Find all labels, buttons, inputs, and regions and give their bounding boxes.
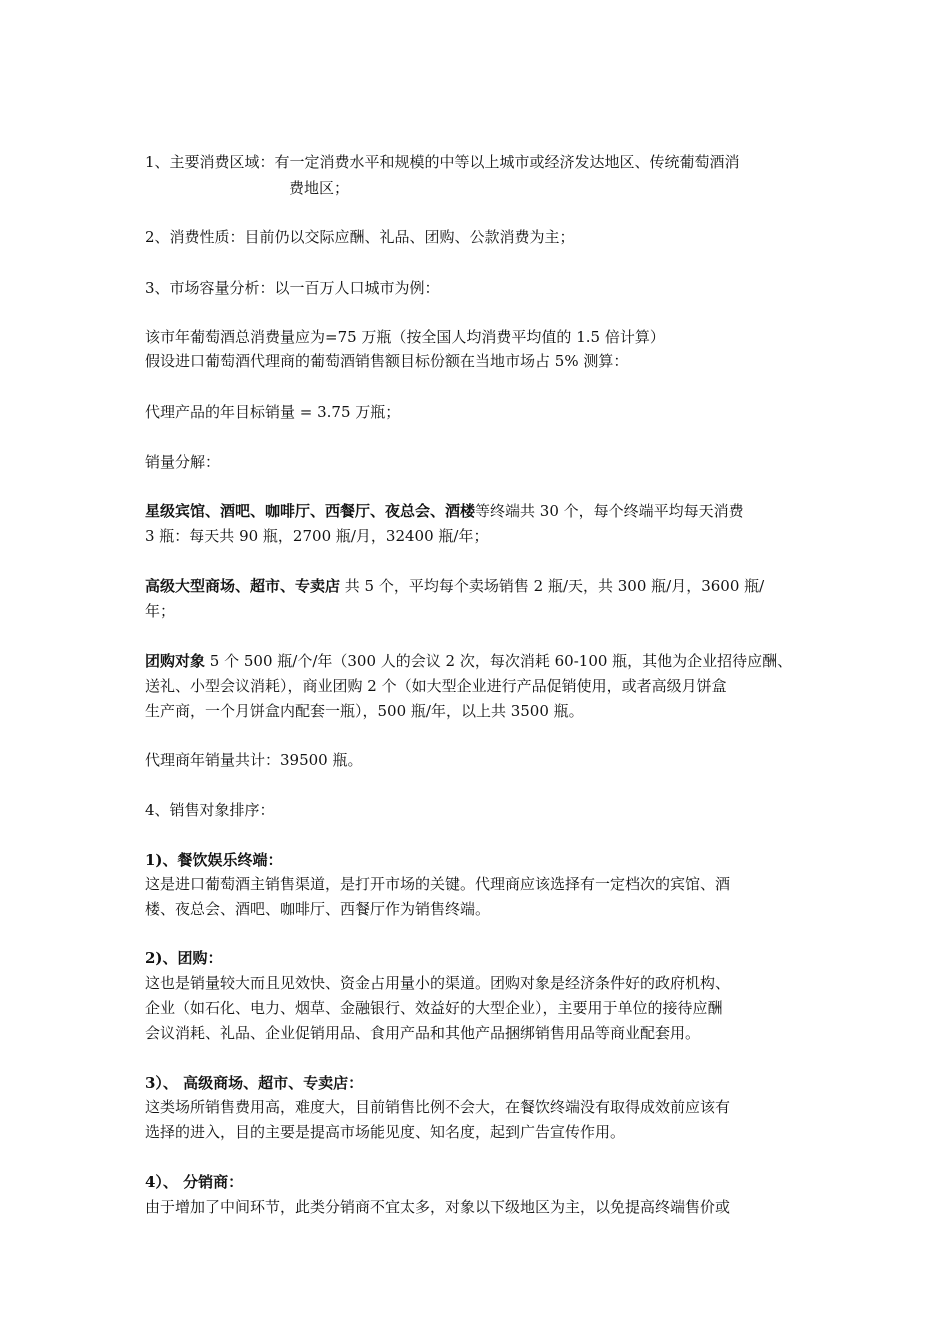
item1-heading: 1)、餐饮娱乐终端：: [145, 851, 283, 869]
section1-text-line2: 费地区；: [289, 179, 350, 197]
total-consumption-line: 该市年葡萄酒总消费量应为=75 万瓶（按全国人均消费平均值的 1.5 倍计算）: [145, 328, 665, 346]
malls-bold-label: 高级大型商场、超市、专卖店: [145, 577, 341, 595]
section2-text: 2、消费性质：目前仍以交际应酬、礼品、团购、公款消费为主；: [145, 228, 575, 246]
item4-heading: 4）、 分销商：: [145, 1173, 244, 1191]
group-line1: [145, 650, 792, 672]
group-line3: 生产商，一个月饼盒内配套一瓶），500 瓶/年，以上共 3500 瓶。: [145, 702, 584, 720]
section1-line: [145, 151, 740, 173]
malls-line1: [145, 575, 764, 597]
total-sales-line: 代理商年销量共计：39500 瓶。: [145, 751, 363, 769]
item1-line2: 楼、夜总会、酒吧、咖啡厅、西餐厅作为销售终端。: [145, 900, 491, 918]
malls-line1-rest: 共 5 个，平均每个卖场销售 2 瓶/天，共 300 瓶/月，3600 瓶/: [340, 577, 765, 595]
target-volume-line: 代理产品的年目标销量 = 3.75 万瓶；: [145, 403, 401, 421]
item3-line1: 这类场所销售费用高，难度大，目前销售比例不会大，在餐饮终端没有取得成效前应该有: [145, 1098, 731, 1116]
item3-line2: 选择的进入，目的主要是提高市场能见度、知名度，起到广告宣传作用。: [145, 1123, 626, 1141]
venues-line2: 3 瓶：每天共 90 瓶，2700 瓶/月，32400 瓶/年；: [145, 527, 489, 545]
section1-label: 1、主要消费区域：: [145, 153, 275, 171]
assumption-line: 假设进口葡萄酒代理商的葡萄酒销售额目标份额在当地市场占 5% 测算：: [145, 352, 629, 370]
item3-heading: 3）、 高级商场、超市、专卖店：: [145, 1074, 364, 1092]
breakdown-title: 销量分解：: [145, 453, 221, 471]
malls-line2: 年；: [145, 602, 176, 620]
item4-line1: 由于增加了中间环节，此类分销商不宜太多，对象以下级地区为主，以免提高终端售价或: [145, 1198, 731, 1216]
item2-heading: 2)、团购：: [145, 949, 223, 967]
venues-line1: [145, 500, 744, 522]
group-bold-label: 团购对象: [145, 652, 206, 670]
section4-title: 4、销售对象排序：: [145, 801, 275, 819]
item2-line3: 会议消耗、礼品、企业促销用品、食用产品和其他产品捆绑销售用品等商业配套用。: [145, 1024, 701, 1042]
item2-line1: 这也是销量较大而且见效快、资金占用量小的渠道。团购对象是经济条件好的政府机构、: [145, 974, 731, 992]
section1-text-line1: 有一定消费水平和规模的中等以上城市或经济发达地区、传统葡萄酒消: [274, 153, 740, 171]
item2-line2: 企业（如石化、电力、烟草、金融银行、效益好的大型企业），主要用于单位的接待应酬: [145, 999, 723, 1017]
item1-line1: 这是进口葡萄酒主销售渠道，是打开市场的关键。代理商应该选择有一定档次的宾馆、酒: [145, 875, 731, 893]
venues-line1-rest: 等终端共 30 个，每个终端平均每天消费: [475, 502, 744, 520]
venues-bold-label: 星级宾馆、酒吧、咖啡厅、西餐厅、夜总会、酒楼: [145, 502, 476, 520]
section3-title: 3、市场容量分析：以一百万人口城市为例：: [145, 279, 440, 297]
group-line2: 送礼、小型会议消耗），商业团购 2 个（如大型企业进行产品促销使用，或者高级月饼盒: [145, 677, 727, 695]
group-line1-rest: 5 个 500 瓶/个/年（300 人的会议 2 次，每次消耗 60-100 瓶，其他为企业招待应酬、: [205, 652, 793, 670]
